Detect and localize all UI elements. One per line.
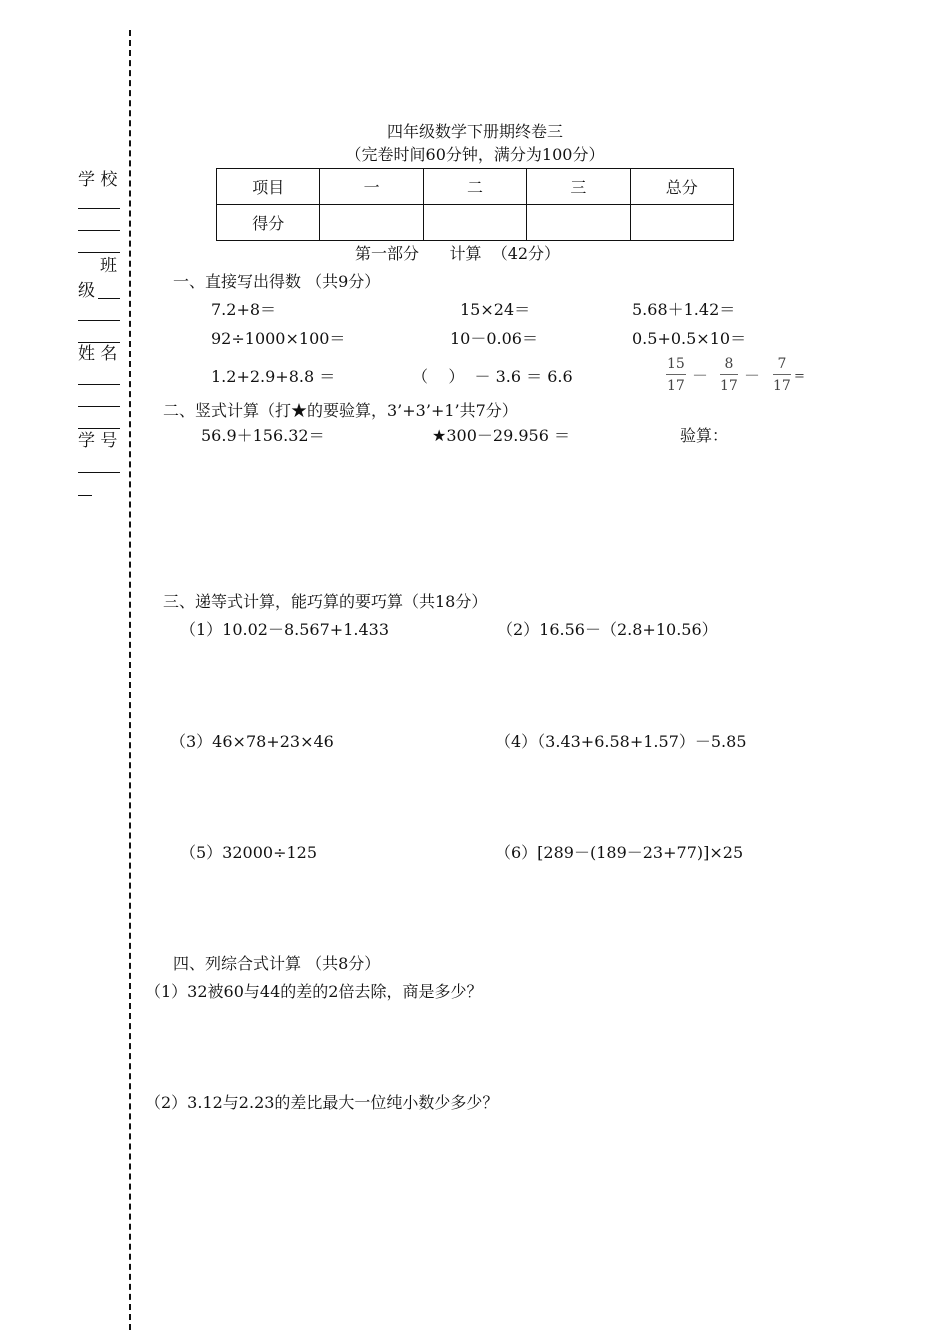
fraction: [720, 357, 738, 393]
fraction-denominator: 17: [773, 378, 791, 394]
score-table-score-row: [217, 205, 734, 241]
minus-sign: －: [744, 366, 761, 385]
problem-item: （3）46×78+23×46: [170, 732, 334, 751]
problem-item: 7.2+8＝: [211, 300, 277, 319]
score-table-header-row: [217, 169, 734, 205]
school-label: 学 校: [78, 170, 118, 190]
problem-item: （1）32被60与44的差的2倍去除，商是多少？: [145, 982, 483, 1001]
fraction-denominator: 17: [720, 378, 738, 394]
page-title: 四年级数学下册期终卷三: [386, 122, 563, 141]
section3-heading: 三、递等式计算，能巧算的要巧算（共18分）: [163, 592, 488, 611]
fraction: [773, 357, 791, 393]
part1-heading: 第一部分 计算 （42分）: [355, 244, 561, 263]
student-id-blank: [78, 472, 120, 473]
header-cell: 二: [423, 169, 526, 205]
problem-item: 1.2+2.9+8.8 ＝: [211, 367, 336, 386]
header-cell: 总分: [630, 169, 733, 205]
problem-item: 0.5+0.5×10＝: [632, 329, 747, 348]
score-table: [216, 168, 734, 241]
problem-item: 56.9＋156.32＝: [201, 426, 325, 445]
problem-item: （5）32000÷125: [180, 843, 318, 862]
score-cell: [630, 205, 733, 241]
name-blank: [78, 406, 120, 407]
problem-item: 92÷1000×100＝: [211, 329, 346, 348]
name-blank: [78, 384, 120, 385]
problem-item: 10－0.06＝: [450, 329, 538, 348]
problem-item: ★300－29.956 ＝: [432, 426, 570, 445]
student-id-label: 学 号: [78, 431, 118, 451]
section4-heading: 四、列综合式计算 （共8分）: [173, 954, 381, 973]
fraction-numerator: 15: [666, 357, 686, 375]
binding-dashed-line: [129, 30, 131, 1330]
problem-item: 5.68＋1.42＝: [632, 300, 736, 319]
header-cell: 一: [320, 169, 423, 205]
fraction-denominator: 17: [667, 378, 685, 394]
score-cell: [423, 205, 526, 241]
problem-item: （ ） － 3.6 ＝ 6.6: [412, 367, 573, 386]
problem-item: （1）10.02－8.567+1.433: [180, 620, 390, 639]
school-blank: [78, 230, 120, 231]
minus-sign: －: [692, 366, 709, 385]
problem-item: 15×24＝: [460, 300, 531, 319]
fraction: [666, 357, 686, 393]
fraction-numerator: 8: [720, 357, 738, 375]
fraction-numerator: 7: [773, 357, 791, 375]
header-cell: 项目: [217, 169, 320, 205]
school-blank: [78, 208, 120, 209]
class-blank: [78, 320, 120, 321]
problem-item: （6）[289－(189－23+77)]×25: [495, 843, 744, 862]
class-label-2: 级: [78, 281, 95, 301]
section2-heading: 二、竖式计算（打★的要验算，3’+3’+1’共7分）: [163, 401, 518, 420]
student-id-blank: [78, 495, 92, 496]
name-label: 姓 名: [78, 344, 118, 364]
problem-item: （4）（3.43+6.58+1.57）－5.85: [495, 732, 747, 751]
section1-heading: 一、直接写出得数 （共9分）: [173, 272, 381, 291]
page-subtitle: （完卷时间60分钟，满分为100分）: [345, 145, 605, 164]
problem-item: （2）3.12与2.23的差比最大一位纯小数少多少？: [145, 1093, 499, 1112]
check-label: 验算：: [680, 426, 729, 445]
equals-sign: =: [794, 369, 805, 384]
problem-item: （2）16.56－（2.8+10.56）: [497, 620, 718, 639]
school-blank: [78, 252, 120, 253]
row-label-cell: 得分: [217, 205, 320, 241]
name-blank: [78, 428, 120, 429]
class-blank: [98, 298, 120, 299]
class-blank: [78, 342, 120, 343]
header-cell: 三: [527, 169, 630, 205]
score-cell: [527, 205, 630, 241]
score-cell: [320, 205, 423, 241]
class-label: 班: [100, 256, 117, 276]
